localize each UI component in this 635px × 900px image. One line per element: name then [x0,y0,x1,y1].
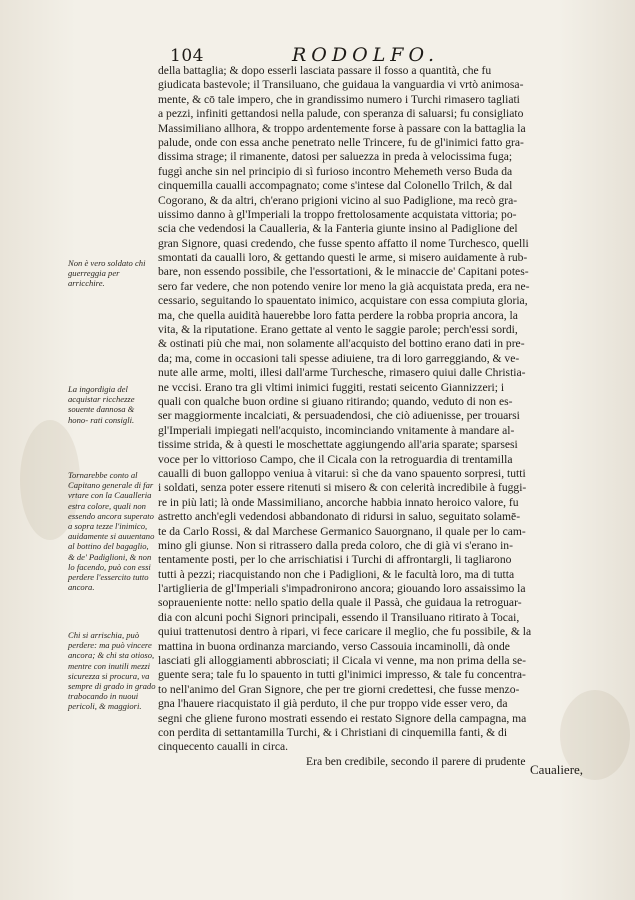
text-line: mino gli giunse. Non si ritrassero dalla preda coloro, che di già vi s'erano in- [158,538,513,552]
margin-note: Tornarebbe conto al Capitano generale di far vrtare con la Caualleria estra colore, quali non essendo ancora superato a sopra tezze l'inimico, auidamente si auuentano al bottino del bagaglio, & de' Padiglioni, & non lo facendo, può con essi perdere l'essercito tutto ancora. [68,470,155,593]
margin-note: La ingordigia del acquistar ricchezze souente dannosa & hono- rati consigli. [68,384,135,425]
text-line: l'artiglieria de gl'Imperiali s'impadronirono ancora; giouando loro assaissimo la [158,582,526,596]
text-line: cinquemilla caualli accompagnato; come s'intese dal Colonello Trilch, & dal [158,179,513,193]
text-line: re in più lati; là onde Massimiliano, ancorche habbia innato heroico valore, fu [158,495,519,509]
text-line: Cogorano, & da altri, ch'erano prigioni vicino al suo Padiglione, ma recò gra- [158,193,518,207]
text-line: caualli di buon galloppo veniua à vitarui: sì che da vano spauento sorpresi, tutti [158,466,526,480]
text-line: ma, che quella auidità hauerebbe loro fatta perdere la robba propria ancora, la [158,308,518,322]
text-line: da; ma, come in occasioni tali spesse adiuiene, tra di loro garreggiando, & ve- [158,351,520,365]
text-line: cessario, seguitando lo spauentato inimico, acquistare con essa compiuta gloria, [158,294,528,308]
text-line: della battaglia; & dopo esserli lasciata passare il fosso a quantità, che fu [158,64,492,77]
text-line: segni che gliene furono mostrati essendo ei restato Signore della campagna, ma [158,711,527,725]
text-line: tutti à pezzi; riacquistando non che i Padiglioni, & le facultà loro, ma di tutta [158,567,515,581]
text-line: ser maggiormente incalciati, & persuadendosi, che ciò adiuenisse, per trouarsi [158,409,520,423]
text-line: Massimiliano allhora, & troppo ardentemente forse à passare con la battaglia la [158,121,526,135]
text-line: astretto anch'egli vedendosi abbandonato di ridursi in saluo, seguitato solamē- [158,510,521,524]
text-line: lasciati gli alloggiamenti abbrosciati; il Cicala vi venne, ma non prima della se- [158,654,526,668]
text-line: tentamente posti, per lo che arrischiatisi i Turchi di affrontargli, li tagliarono [158,553,512,567]
text-line: dissima strage; il rimanente, datosi per saluezza in preda à velocissima fuga; [158,150,513,164]
text-line: sero far vedere, che non potendo venire lor meno la già acquistata preda, era ne- [158,279,530,293]
text-line: fuggì anche sin nel principio di sì furioso incontro Mehemeth verso Buda da [158,164,513,178]
text-line: quiui trattenutosi dentro à ripari, vi fece caricare il meglio, che fu possibile, & la [158,625,532,639]
page-number: 104 [170,46,204,66]
margin-note: Chi si arrischia, può perdere: ma può vincere ancora; & chi sta otioso, mentre con inutili mezzi sicurezza si procura, va sempre di grado in grado trabocando in nuoui pericoli, & maggiori. [68,630,156,712]
main-text-block [158,64,600,769]
text-line: cinquecento caualli in circa. [158,740,289,754]
text-line: giudicata bastevole; il Transiluano, che guidaua la vanguardia vi vrtò animosa- [158,78,524,92]
catchword: Caualiere, [530,762,584,777]
text-line: vita, & la riputatione. Erano gettate al vento le saggie parole; perch'essi sordi, [158,323,518,337]
text-line: & ostinati più che mai, non solamente all'acquisto del bottino erano dati in pre- [158,337,525,351]
text-line: mente, & cō tale impero, che in grandissimo numero i Turchi rimasero tagliati [158,92,520,106]
text-line: voce per lo vittorioso Campo, che il Cicala con la retroguardia di trentamilla [158,452,513,466]
text-line: a pezzi, infiniti gettandosi nella palude, con speranza di saluarsi; fu consigliato [158,107,524,121]
text-line: Era ben credibile, secondo il parere di prudente [306,754,526,768]
text-line: gran Signore, quasi credendo, che fusse spento affatto il nome Turchesco, quelli [158,236,529,250]
text-line: quali con qualche buon ordine si giuano ritirando; quando, veduto di non es- [158,394,513,408]
text-line: gl'Imperiali impiegati nell'acquisto, incominciando vnitamente à mandare al- [158,423,515,437]
text-line: ne vccisi. Erano tra gli vltimi inimici fuggiti, restati seicento Giannizzeri; i [158,380,505,394]
text-line: palude, onde con essa anche penetrato nelle Trincere, fu de gl'inimici fatto gra- [158,135,524,149]
text-line: te da Carlo Rossi, & dal Marchese Germanico Sauorgnano, il quale per lo cam- [158,524,526,538]
text-line: uissimo danno à gl'Imperiali la troppo frettolosamente acquistata vittoria; po- [158,207,517,221]
text-line: scia che vedendosi la Caualleria, & la Fanteria giunte insino al Padiglione del [158,222,518,236]
text-line: bare, non essendo possibile, che l'essortationi, & le minaccie de' Capitani potes- [158,265,529,279]
text-line: gna l'hauere riacquistato il già perduto, il che pur troppo vide esser vero, da [158,697,508,711]
text-line: mattina in buona ordinanza marciando, verso Cassouia incaminolli, dà onde [158,639,510,653]
text-line: sopraueniente notte: nello spatio della quale il Passà, che guidaua la retroguar- [158,596,522,610]
text-line: i soldati, senza poter essere ritenuti si misero & con celerità incredibile à fuggi- [158,481,527,495]
text-line: tissime strida, & à questi le moschettate aggiungendo all'aria sparate; sparsesi [158,438,518,452]
text-line: con perdita di settantamilla Turchi, & i Christiani di cinquemilla fanti, & di [158,725,508,739]
text-line: guente sera; tale fu lo spauento in tutti gl'inimici impresso, & tale fu concentra- [158,668,526,682]
margin-note: Non è vero soldato chi guerreggia per arricchire. [68,258,146,289]
text-line: to nell'animo del Gran Signore, che per tre giorni credettesi, che fusse menzo- [158,682,520,696]
text-line: smontati da caualli loro, & gettando questi le arme, si misero auidamente à rub- [158,251,528,265]
running-head: RODOLFO. [292,44,439,66]
text-line: dia con alcuni pochi Signori principali, essendo il Transiluano ritirato à Tocai, [158,610,520,624]
text-line: nute alle arme, molti, illesi dall'arme Turchesche, rimasero quiui dalle Christia- [158,366,526,380]
